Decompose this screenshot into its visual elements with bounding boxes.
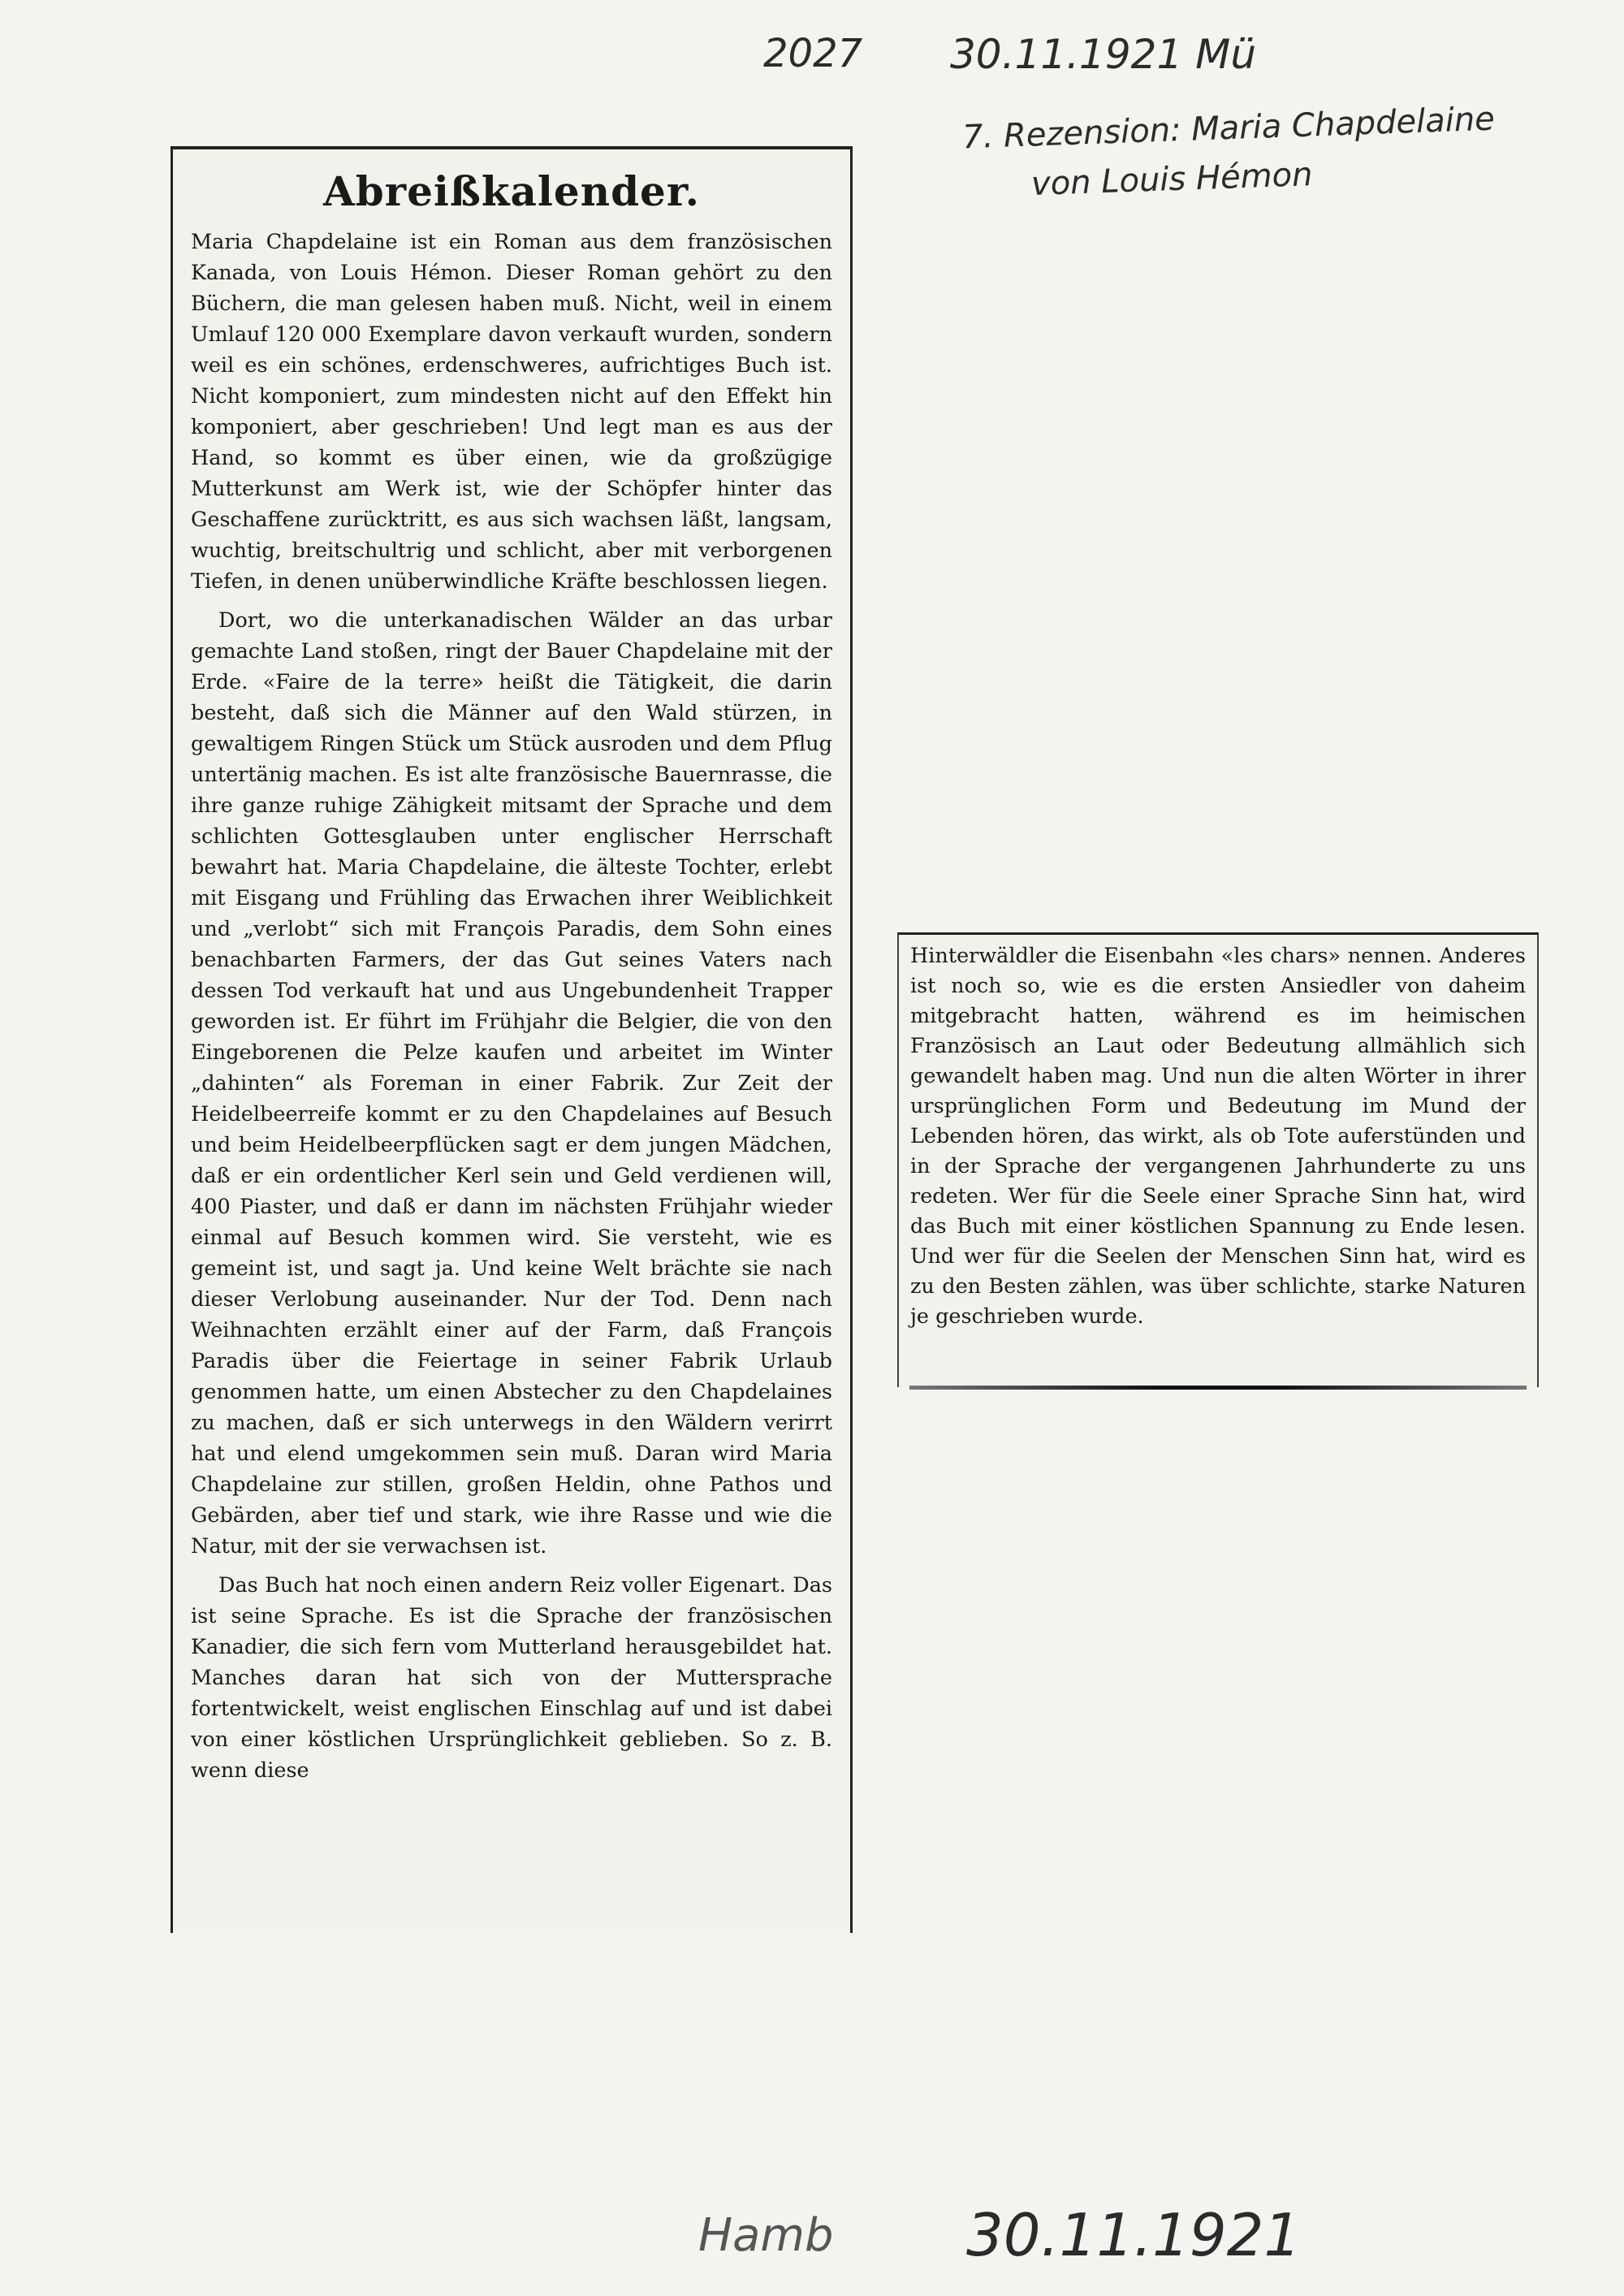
handwritten-date-top: 30.11.1921 Mü [950, 31, 1257, 78]
clipping-paragraph-1: Maria Chapdelaine ist ein Roman aus dem französischen Kanada, von Louis Hémon. Dieser Roman gehört zu den Büchern, die man gelesen haben muß. Nicht, weil in einem Umlauf 120 000 Exemplare davon verkauft wurden, sondern weil es ein schönes, erdenschweres, aufrichtiges Buch ist. Nicht komponiert, zum mindesten nicht auf den Effekt hin komponiert, aber geschrieben! Und legt man es aus der Hand, so kommt es über einen, wie da großzügige Mutterkunst am Werk ist, wie der Schöpfer hinter das Geschaffene zurücktritt, es aus sich wachsen läßt, langsam, wuchtig, breitschultrig und schlicht, aber mit verborgenen Tiefen, in denen unüberwindliche Kräfte beschlossen liegen. [191, 230, 832, 594]
clipping-paragraph-3: Das Buch hat noch einen andern Reiz voller Eigenart. Das ist seine Sprache. Es ist die Sprache der französischen Kanadier, die sich fern vom Mutterland herausgebildet hat. Manches daran hat sich von der Muttersprache fortentwickelt, weist englischen Einschlag auf und ist dabei von einer köstlichen Ursprünglichkeit geblieben. So z. B. wenn diese [191, 1573, 832, 1783]
handwritten-note-line1: 7. Rezension: Maria Chapdelaine [961, 100, 1496, 157]
clipping-title: Abreißkalender. [322, 167, 701, 215]
end-rule [909, 1386, 1527, 1390]
archive-number: 2027 [763, 31, 863, 76]
clipping-top-rule [173, 146, 850, 149]
handwritten-source-bottom: Hamb [698, 2209, 834, 2262]
handwritten-date-bottom: 30.11.1921 [966, 2201, 1302, 2269]
continuation-paragraph: Hinterwäldler die Eisenbahn «les chars» nennen. Anderes ist noch so, wie es die ersten Ansiedler von daheim mitgebracht hatten, während es im heimischen Französisch an Laut oder Bedeutung allmählich sich gewandelt haben mag. Und nun die alten Wörter in ihrer ursprünglichen Form und Bedeutung im Mund der Lebenden hören, das wirkt, als ob Tote auferstünden und in der Sprache der vergangenen Jahrhunderte zu uns redeten. Wer für die Seele einer Sprache Sinn hat, wird das Buch mit einer köstlichen Spannung zu Ende lesen. Und wer für die Seelen der Menschen Sinn hat, wird es zu den Besten zählen, was über schlichte, starke Naturen je geschrieben wurde. [910, 944, 1526, 1329]
clipping-paragraph-2: Dort, wo die unterkanadischen Wälder an das urbar gemachte Land stoßen, ringt der Bauer Chapdelaine mit der Erde. «Faire de la terre» heißt die Tätigkeit, die darin besteht, daß sich die Männer auf den Wald stürzen, in gewaltigem Ringen Stück um Stück ausroden und dem Pflug untertänig machen. Es ist alte französische Bauernrasse, die ihre ganze ruhige Zähigkeit mitsamt der Sprache und dem schlichten Gottesglauben unter englischer Herrschaft bewahrt hat. Maria Chapdelaine, die älteste Tochter, erlebt mit Eisgang und Frühling das Erwachen ihrer Weiblichkeit und „verlobt“ sich mit François Paradis, dem Sohn eines benachbarten Farmers, der das Gut seines Vaters nach dessen Tod verkauft hat und aus Ungebundenheit Trapper geworden ist. Er führt im Frühjahr die Belgier, die von den Eingeborenen die Pelze kaufen und arbeitet im Winter „dahinten“ als Foreman in einer Fabrik. Zur Zeit der Heidelbeerreife kommt er zu den Chapdelaines auf Besuch und beim Heidelbeerpflücken sagt er dem jungen Mädchen, daß er ein ordentlicher Kerl sein und Geld verdienen will, 400 Piaster, und daß er dann im nächsten Frühjahr wieder einmal auf Besuch kommen wird. Sie versteht, wie es gemeint ist, und sagt ja. Und keine Welt brächte sie nach dieser Verlobung auseinander. Nur der Tod. Denn nach Weihnachten erzählt einer auf der Farm, daß François Paradis über die Feiertage in seiner Fabrik Urlaub genommen hatte, um einen Abstecher zu den Chapdelaines zu machen, daß er sich unterwegs in den Wäldern verirrt hat und elend umgekommen sein muß. Daran wird Maria Chapdelaine zur stillen, großen Heldin, ohne Pathos und Gebärden, aber tief und stark, wie ihre Rasse und wie die Natur, mit der sie verwachsen ist. [191, 608, 832, 1559]
newspaper-clipping-main [171, 146, 853, 1933]
newspaper-clipping-continuation [897, 932, 1539, 1387]
handwritten-note-line2: von Louis Hémon [1030, 155, 1314, 204]
